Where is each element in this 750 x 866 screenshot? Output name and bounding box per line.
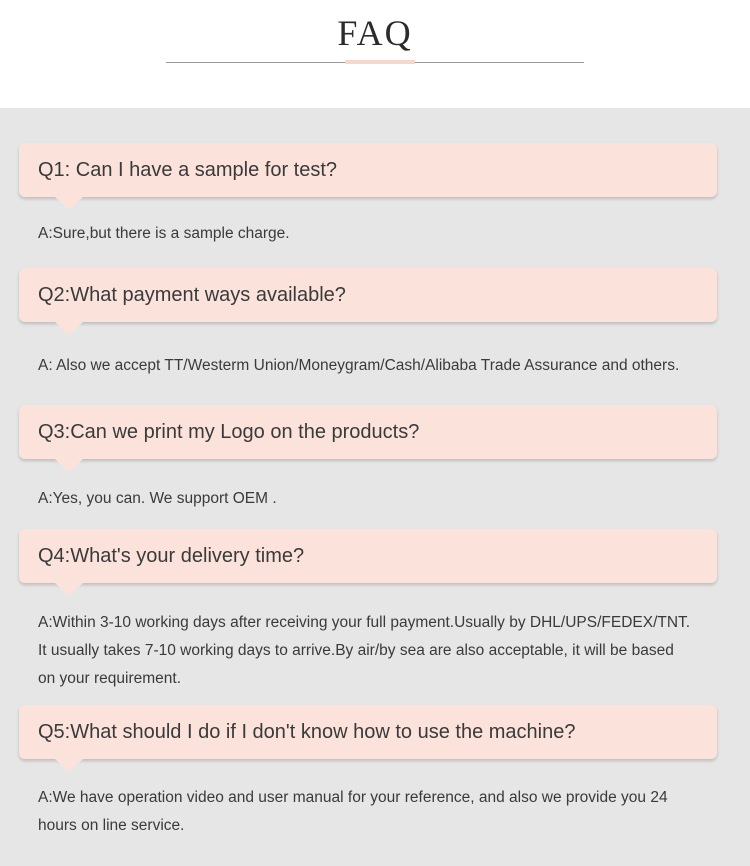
question-text: Q5:What should I do if I don't know how to use the machine? bbox=[38, 721, 576, 743]
title-divider-accent bbox=[345, 60, 415, 64]
faq-question-5 bbox=[19, 705, 717, 759]
faq-answer-1: A:Sure,but there is a sample charge. bbox=[38, 225, 290, 242]
question-text: Q3:Can we print my Logo on the products? bbox=[38, 421, 420, 443]
faq-question-3 bbox=[19, 405, 717, 459]
question-text: Q4:What's your delivery time? bbox=[38, 545, 305, 567]
question-text: Q2:What payment ways available? bbox=[38, 284, 346, 306]
answer-line: A:We have operation video and user manual for your reference, and also we provide you 24 bbox=[38, 789, 668, 806]
question-text: Q1: Can I have a sample for test? bbox=[38, 159, 338, 181]
answer-line: on your requirement. bbox=[38, 670, 182, 687]
faq-question-1 bbox=[19, 143, 717, 197]
faq-question-2 bbox=[19, 268, 717, 322]
page-title: FAQ bbox=[337, 13, 413, 53]
answer-line: hours on line service. bbox=[38, 817, 185, 834]
page-header bbox=[0, 0, 750, 108]
faq-answer-2: A: Also we accept TT/Westerm Union/Moneygram/Cash/Alibaba Trade Assurance and others. bbox=[38, 357, 680, 374]
faq-answer-3: A:Yes, you can. We support OEM . bbox=[38, 490, 277, 507]
faq-answer-4 bbox=[38, 609, 728, 693]
answer-line: A:Within 3-10 working days after receiving your full payment.Usually by DHL/UPS/FEDEX/TNT. bbox=[38, 614, 691, 631]
answer-line: It usually takes 7-10 working days to arrive.By air/by sea are also acceptable, it will be based bbox=[38, 642, 674, 659]
faq-question-4 bbox=[19, 529, 717, 583]
faq-answer-5 bbox=[38, 784, 728, 840]
